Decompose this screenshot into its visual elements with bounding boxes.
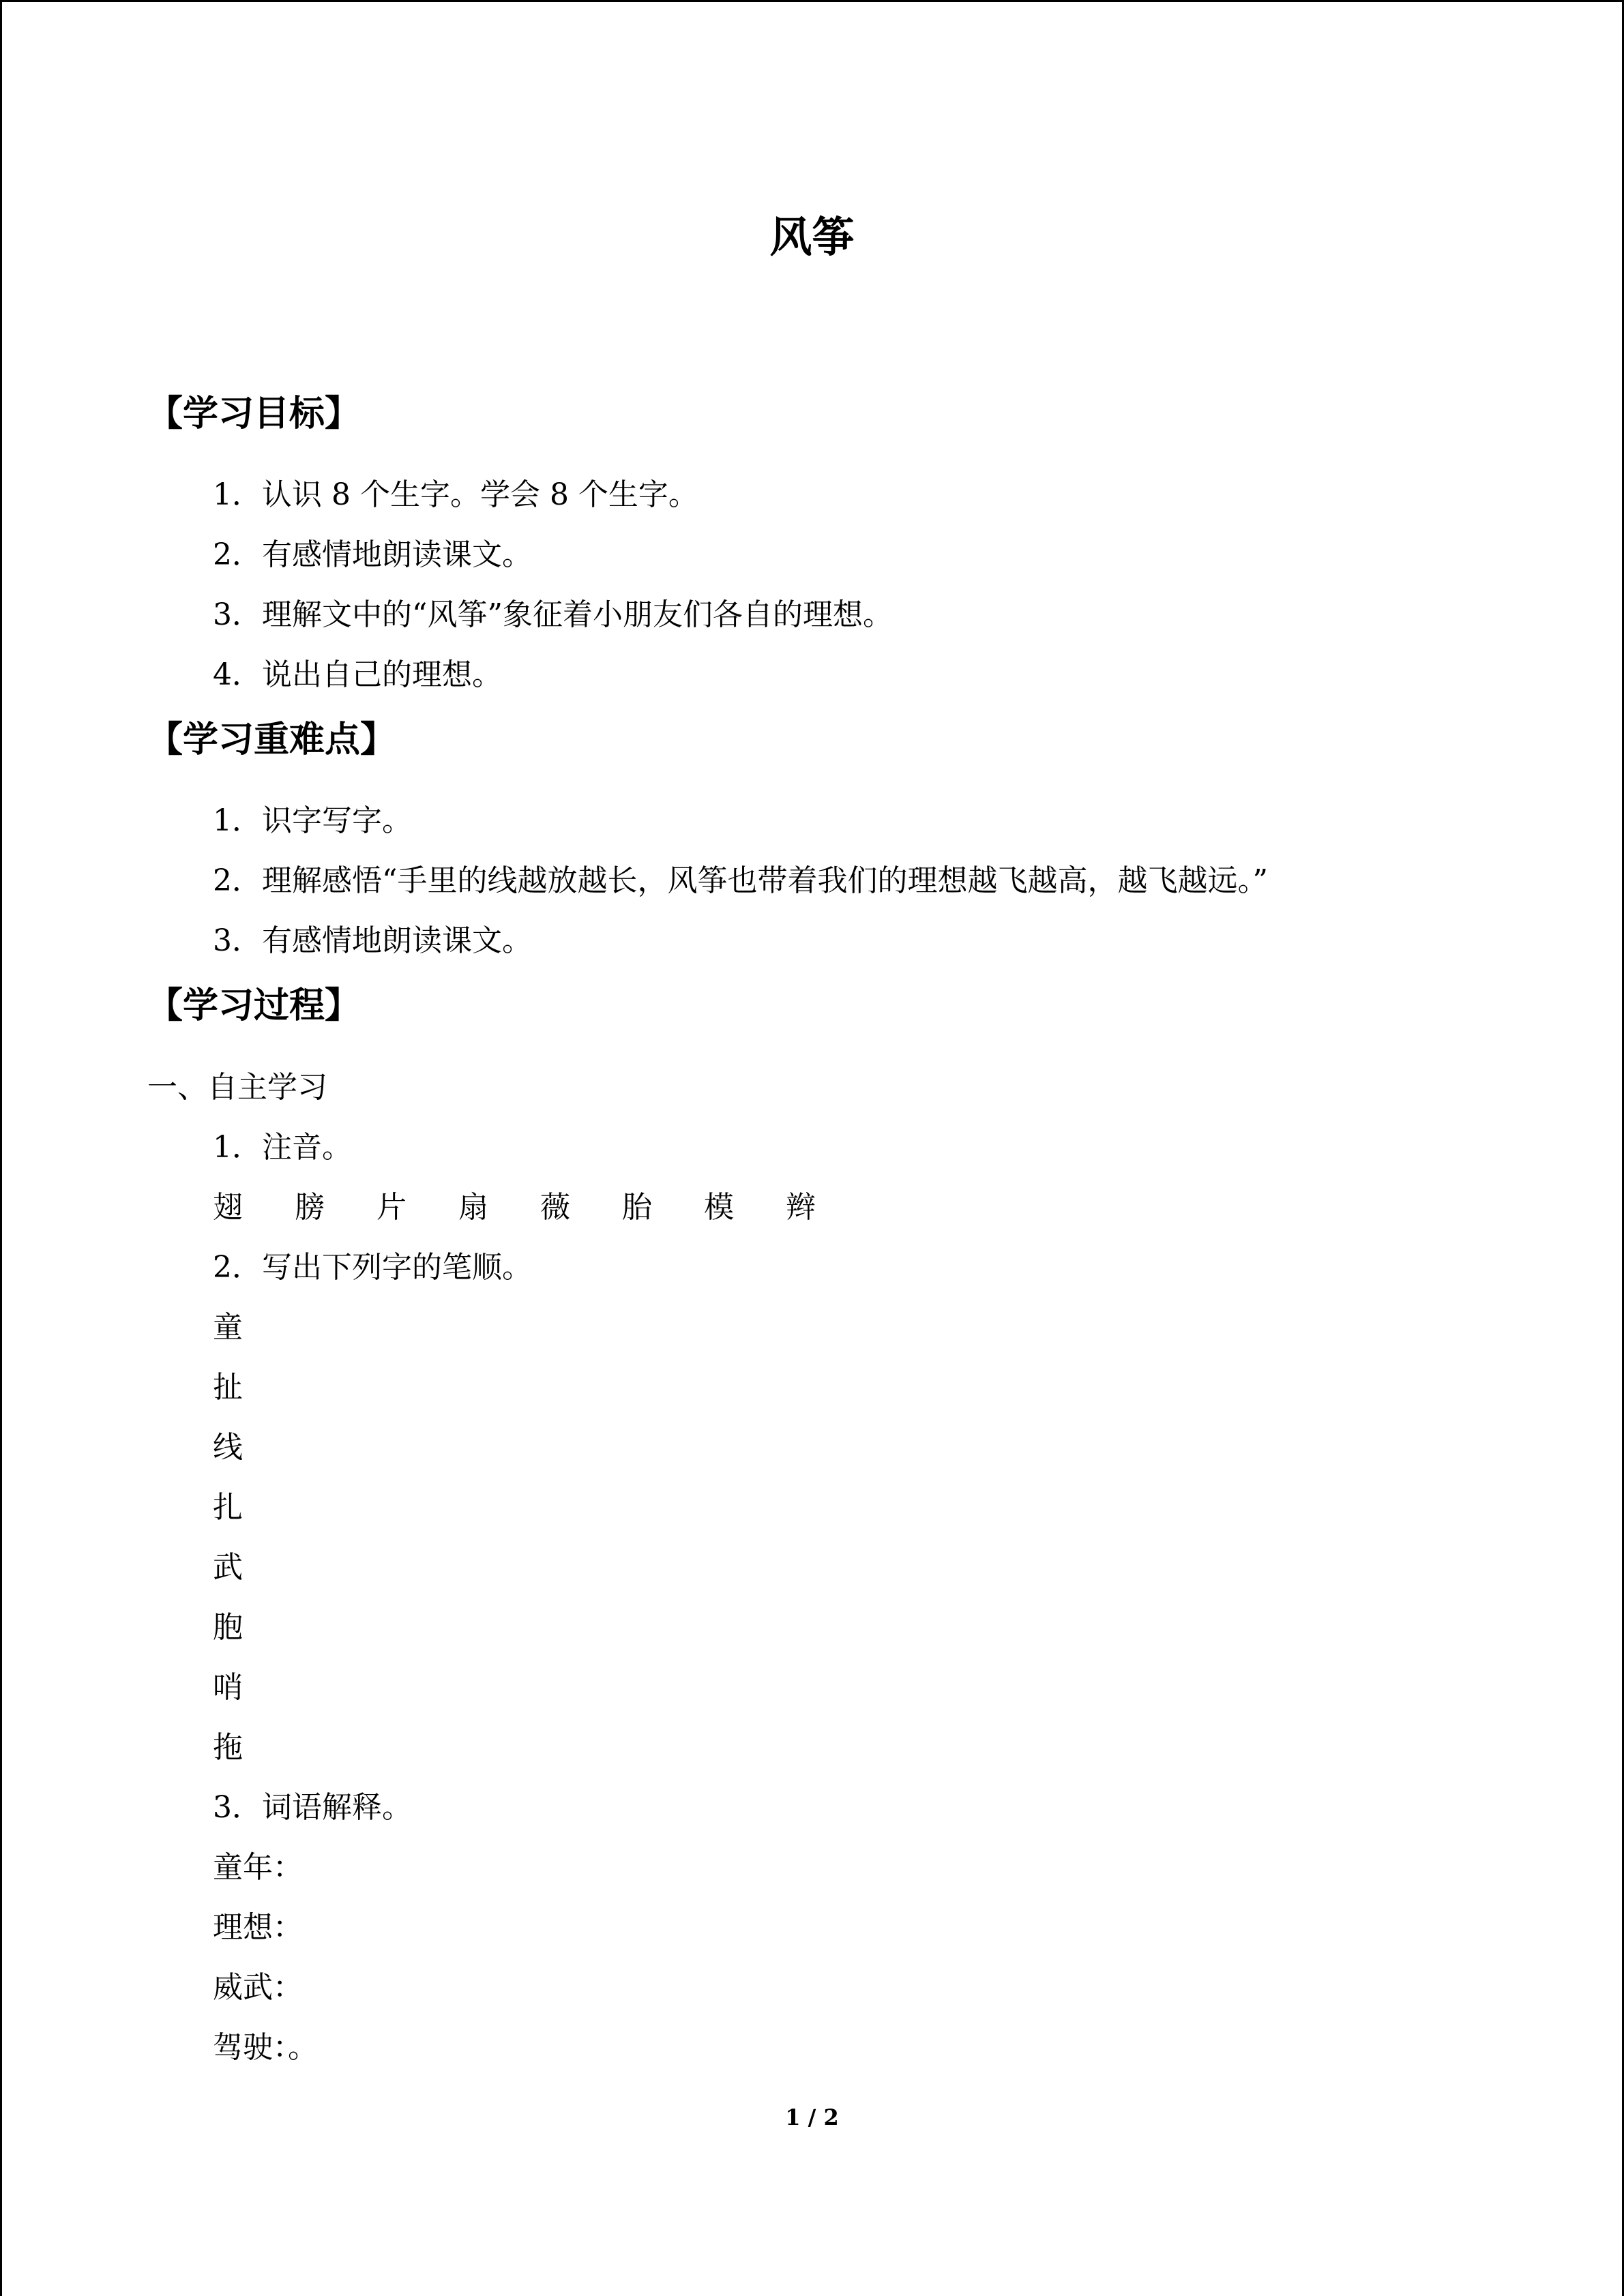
heading-key-points: 【学习重难点】 — [147, 719, 396, 760]
stroke-char: 拖 — [213, 1730, 243, 1765]
key-point-item-1: 1．识字写字。 — [213, 803, 412, 838]
phonetic-char: 薇 — [540, 1190, 570, 1225]
stroke-char: 童 — [213, 1310, 243, 1345]
key-point-item-3: 3．有感情地朗读课文。 — [213, 923, 532, 958]
goal-item-1: 1．认识 8 个生字。学会 8 个生字。 — [213, 477, 698, 512]
goal-item-2: 2．有感情地朗读课文。 — [213, 537, 532, 572]
stroke-char: 扯 — [213, 1370, 243, 1405]
stroke-char: 扎 — [213, 1490, 243, 1525]
page-number: 1 / 2 — [785, 2104, 839, 2130]
task-1-label: 1．注音。 — [213, 1130, 352, 1165]
stroke-char: 武 — [213, 1550, 243, 1585]
phonetic-char: 模 — [704, 1190, 734, 1225]
phonetic-char: 片 — [377, 1190, 407, 1225]
phonetic-char: 翅 — [213, 1190, 243, 1225]
goal-item-4: 4．说出自己的理想。 — [213, 657, 502, 692]
phonetic-char: 扇 — [458, 1190, 488, 1225]
stroke-char: 线 — [213, 1430, 243, 1465]
word-item: 驾驶：。 — [213, 2030, 318, 2065]
word-item: 童年： — [213, 1850, 303, 1885]
word-item: 威武： — [213, 1970, 303, 2005]
stroke-char: 胞 — [213, 1610, 243, 1645]
sub-title-self-study: 一、自主学习 — [147, 1070, 327, 1105]
heading-process: 【学习过程】 — [147, 985, 361, 1026]
phonetic-chars-row — [213, 1187, 868, 1228]
word-item: 理想： — [213, 1910, 303, 1945]
page-title: 风筝 — [769, 212, 855, 262]
key-point-item-2: 2．理解感悟“手里的线越放越长，风筝也带着我们的理想越飞越高，越飞越远。” — [213, 863, 1268, 898]
goal-item-3: 3．理解文中的“风筝”象征着小朋友们各自的理想。 — [213, 597, 893, 632]
heading-goals: 【学习目标】 — [147, 393, 361, 434]
phonetic-char: 辫 — [786, 1190, 816, 1225]
task-2-label: 2．写出下列字的笔顺。 — [213, 1250, 532, 1285]
phonetic-char: 膀 — [295, 1190, 325, 1225]
phonetic-char: 胎 — [622, 1190, 652, 1225]
task-3-label: 3．词语解释。 — [213, 1790, 412, 1825]
stroke-char: 哨 — [213, 1670, 243, 1705]
